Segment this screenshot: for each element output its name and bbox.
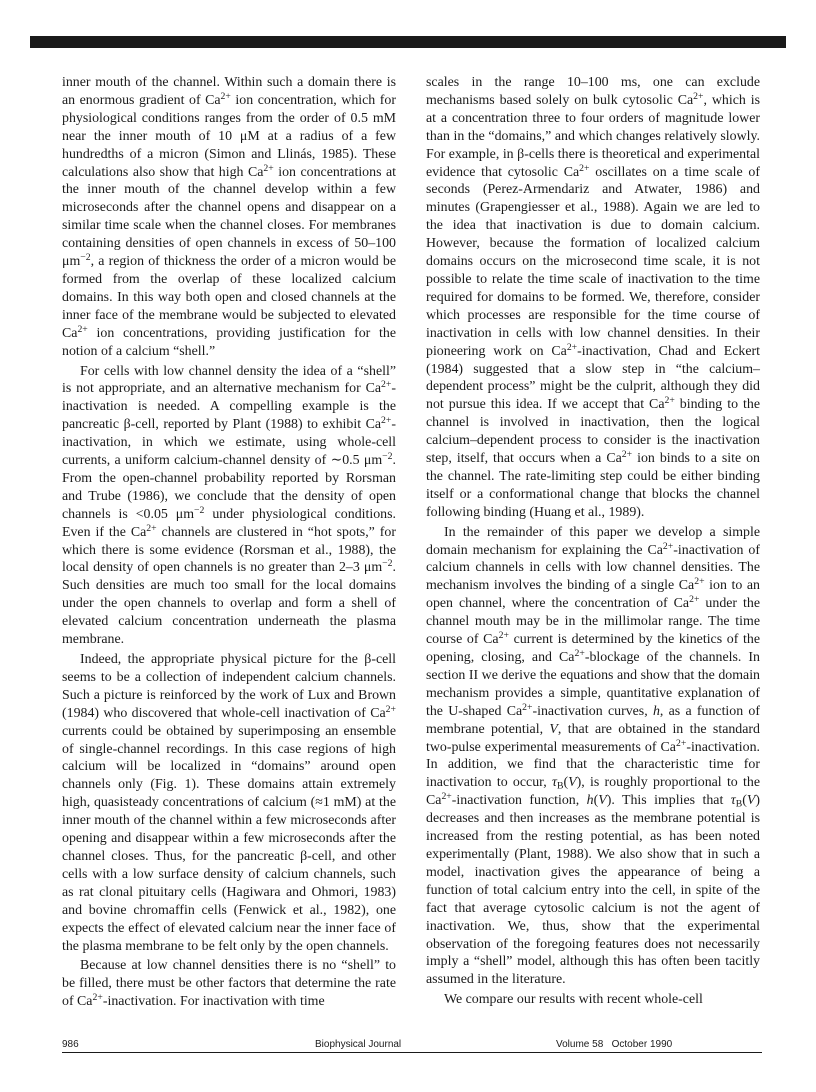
journal-name: Biophysical Journal	[315, 1039, 402, 1050]
paragraph: Because at low channel densities there is no “shell” to be filled, there must be other factors that determine the rate of $Ca^{2+}$-inactivation. For inactivation with time	[62, 958, 396, 1010]
page-footer	[62, 1039, 762, 1057]
right-column	[426, 74, 760, 1009]
left-column	[62, 74, 396, 1011]
paragraph: In the remainder of this paper we develop a simple domain mechanism for explaining the $Ca^{2+}$-inactivation of calcium channels in cells with low channel densities. The mechanism involves the binding of a single $Ca^{2+}$ ion to an open channel, where the concentration of $Ca^{2+}$ under the channel mouth may be in the millimolar range. The time course of $Ca^{2+}$ current is determined by the kinetics of the opening, closing, and $Ca^{2+}$-blockage of the channels. In section II we derive the equations and show that the domain mechanism provides a simple, quantitative explanation of the U-shaped $Ca^{2+}$-inactivation curves, h, as a function of membrane potential, V, that are obtained in the standard two-pulse experimental measurements of $Ca^{2+}$-inactivation. In addition, we find that the characteristic time for inactivation to occur, $\tau_B(V)$, is roughly proportional to the $Ca^{2+}$-inactivation function, h(V). This implies that $\tau_B(V)$ decreases and then increases as the membrane potential is increased from the resting potential, as has been noted experimentally (Plant, 1988). We also show that in such a model, inactivation gives the appearance of being a function of total calcium entry into the cell, in spite of the fact that average cytosolic calcium is not the agent of inactivation. We, thus, show that the experimental observation of the foregoing features does not necessarily imply a “shell” model, although this has often been tacitly assumed in the literature.	[426, 524, 761, 988]
paragraph: We compare our results with recent whole-cell	[444, 992, 703, 1008]
footer-rule	[62, 1052, 762, 1053]
page-number: 986	[62, 1039, 79, 1050]
volume-info: Volume 58 October 1990	[556, 1039, 673, 1050]
paragraph: inner mouth of the channel. Within such a domain there is an enormous gradient of $Ca^{2+}$ ion concentration, which for physiological conditions ranges from the order of 0.5 mM near the inner mouth of 10 μM at a radius of a few hundredths of a micron (Simon and Llinás, 1985). These calculations also show that high $Ca^{2+}$ ion concentrations at the inner mouth of the channel develop within a few microseconds after the channel opens and disappear on a similar time scale when the channel closes. For membranes containing densities of open channels in excess of 50–100 $\mu m^{-2}$, a region of thickness the order of a micron would be formed from the overlap of these localized calcium domains. In this way both open and closed channels at the inner face of the membrane would be subjected to elevated $Ca^{2+}$ ion concentrations, providing justification for the notion of a calcium “shell.”	[62, 75, 396, 359]
header-rule	[30, 36, 786, 48]
paragraph: scales in the range 10–100 ms, one can exclude mechanisms based solely on bulk cytosolic $Ca^{2+}$, which is at a concentration three to four orders of magnitude lower than in the “domains,” and which changes relatively slowly. For example, in β-cells there is theoretical and experimental evidence that cytosolic $Ca^{2+}$ oscillates on a time scale of seconds (Perez-Armendariz and Atwater, 1986) and minutes (Grapengiesser et al., 1988). Again we are led to the idea that inactivation is due to domain calcium. However, because the formation of localized calcium domains occurs on the microsecond time scale, it is not possible to relate the time scale of inactivation to the time required for domains to be formed. We, therefore, consider which processes are responsible for the time course of inactivation in cells with low channel densities. In their pioneering work on $Ca^{2+}$-inactivation, Chad and Eckert (1984) suggested that a slow step in “the calcium–dependent process” might be the culprit, although they did not pursue this idea. If we accept that $Ca^{2+}$ binding to the channel is involved in inactivation, then the logical calcium–dependent process to consider is the inactivation step, itself, that occurs when a $Ca^{2+}$ ion binds to a site on the channel. The rate-limiting step could be either binding itself or a conformational change that blocks the channel following binding (Huang et al., 1989).	[426, 75, 761, 520]
paragraph: For cells with low channel density the idea of a “shell” is not appropriate, and an alternative mechanism for $Ca^{2+}$-inactivation is needed. A compelling example is the pancreatic β-cell, reported by Plant (1988) to exhibit $Ca^{2+}$-inactivation, in which we estimate, using whole-cell currents, a uniform calcium-channel density of ∼0.5 $\mu m^{-2}$. From the open-channel probability reported by Rorsman and Trube (1986), we conclude that the density of open channels is <0.05 $\mu m^{-2}$ under physiological conditions. Even if the $Ca^{2+}$ channels are clustered in “hot spots,” for which there is some evidence (Rorsman et al., 1988), the local density of open channels is no greater than 2–3 $\mu m^{-2}$. Such densities are much too small for the local domains under the open channels to overlap and form a shell of elevated calcium concentration underneath the plasma membrane.	[62, 363, 396, 648]
paragraph: Indeed, the appropriate physical picture for the β-cell seems to be a collection of independent calcium channels. Such a picture is reinforced by the work of Lux and Brown (1984) who discovered that whole-cell inactivation of $Ca^{2+}$ currents could be obtained by superimposing an ensemble of single-channel recordings. In this case regions of high calcium will be localized in “domains” around open channels only (Fig. 1). These domains attain extremely high, quasisteady concentrations of calcium (≈1 mM) at the inner mouth of the channel within a few microseconds after opening and disappear within a few microseconds after the channel closes. Thus, for the pancreatic β-cell, and other cells with a low surface density of calcium channels, such as rat clonal pituitary cells (Hagiwara and Ohmori, 1983) and bovine chromaffin cells (Fenwick et al., 1982), one expects the effect of elevated calcium near the inner face of the plasma membrane to be felt only by the open channels.	[62, 652, 396, 954]
